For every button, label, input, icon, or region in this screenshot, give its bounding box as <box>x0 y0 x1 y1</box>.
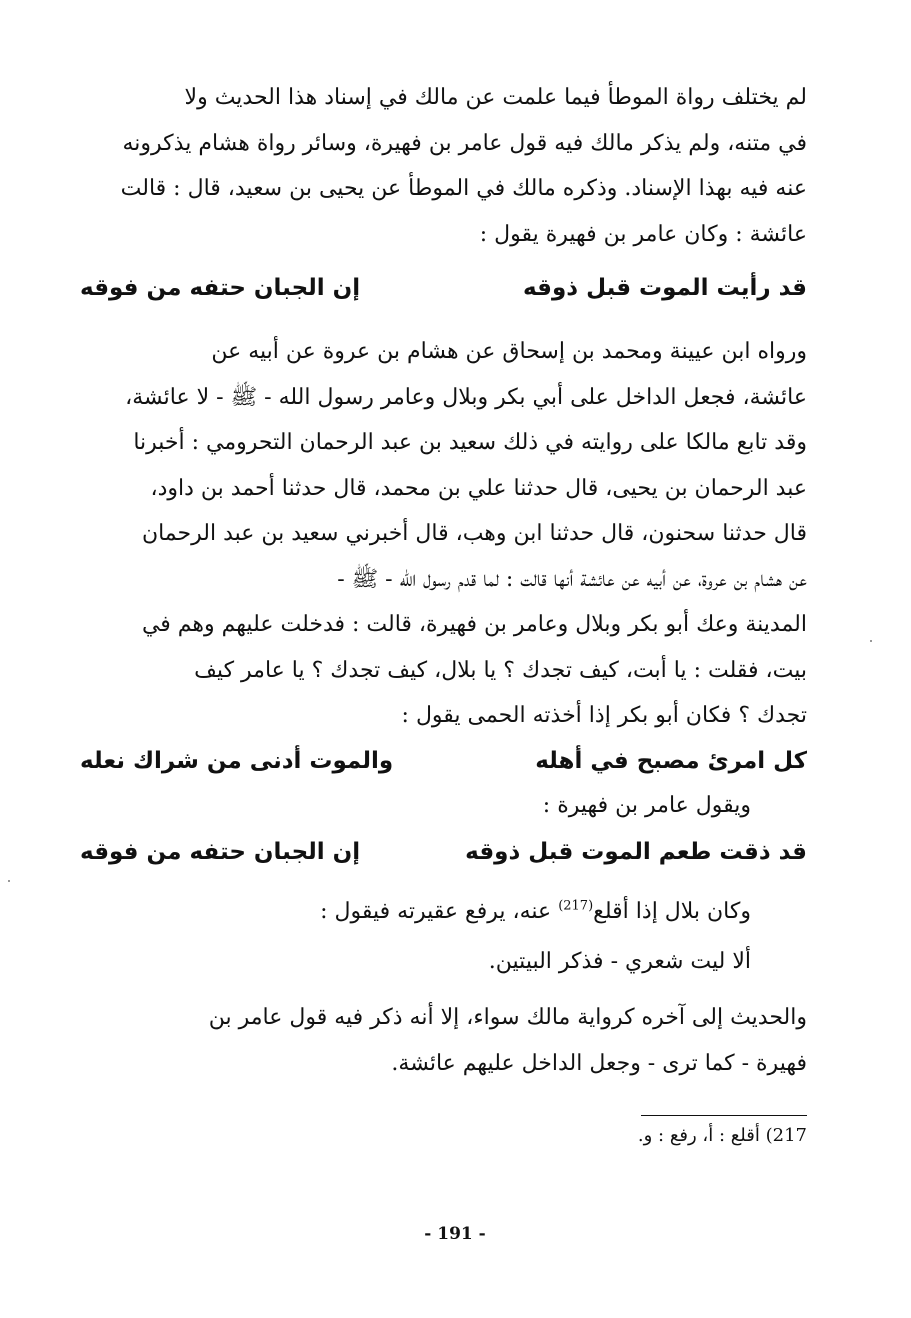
page-number: - 191 - <box>424 1224 486 1244</box>
verse-first-hemistich: كل امرئ مصبح في أهله <box>535 748 807 774</box>
verse-1 <box>80 268 807 308</box>
paragraph-1 <box>80 75 807 257</box>
paragraph-line: عنه فيه بهذا الإسناد. وذكره مالك في الموطأ عن يحيى بن سعيد، قال : قالت <box>120 176 807 201</box>
paragraph-line: وقد تابع مالكا على روايته في ذلك سعيد بن عبد الرحمان التحرومي : أخبرنا <box>133 430 807 455</box>
paragraph-line: لم يختلف رواة الموطأ فيما علمت عن مالك في إسناد هذا الحديث ولا <box>184 85 807 110</box>
bilal-line <box>320 892 751 932</box>
paragraph-line: فهيرة - كما ترى - وجعل الداخل عليهم عائشة. <box>391 1050 807 1076</box>
verse-3-intro: ويقول عامر بن فهيرة : <box>542 793 751 818</box>
verse-first-hemistich: قد رأيت الموت قبل ذوقه <box>522 275 807 301</box>
paragraph-line: عبد الرحمان بن يحيى، قال حدثنا علي بن محمد، قال حدثنا أحمد بن داود، <box>150 475 807 501</box>
paragraph-line: عن هشام بن عروة، عن أبيه عن عائشة أنها قالت : لما قدم رسول الله - ﷺ - <box>337 566 807 592</box>
paragraph-3 <box>80 995 807 1086</box>
footnote-text: أقلع : أ، رفع : و. <box>637 1125 760 1146</box>
paragraph-line: قال حدثنا سحنون، قال حدثنا ابن وهب، قال أخبرني سعيد بن عبد الرحمان <box>141 521 807 546</box>
footnote-separator <box>641 1115 807 1116</box>
verse-first-hemistich: قد ذقت طعم الموت قبل ذوقه <box>465 839 807 865</box>
paragraph-line: ورواه ابن عيينة ومحمد بن إسحاق عن هشام بن عروة عن أبيه عن <box>211 339 807 364</box>
paragraph-line: تجدك ؟ فكان أبو بكر إذا أخذته الحمى يقول : <box>401 703 807 728</box>
scan-speck <box>8 880 10 882</box>
bilal-verse-line: ألا ليت شعري - فذكر البيتين. <box>488 949 751 974</box>
verse-3 <box>80 832 807 872</box>
bilal-line-start: وكان بلال إذا أقلع <box>593 899 751 924</box>
scan-speck <box>870 640 872 642</box>
footnote-217 <box>638 1120 807 1152</box>
paragraph-line: عائشة : وكان عامر بن فهيرة يقول : <box>479 221 807 247</box>
footnote-number: 217) <box>765 1125 807 1146</box>
paragraph-line: في متنه، ولم يذكر مالك فيه قول عامر بن فهيرة، وسائر رواة هشام يذكرونه <box>122 130 807 156</box>
verse-second-hemistich: والموت أدنى من شراك نعله <box>80 748 394 774</box>
paragraph-line: بيت، فقلت : يا أبت، كيف تجدك ؟ يا بلال، كيف تجدك ؟ يا عامر كيف <box>194 657 807 683</box>
verse-second-hemistich: إن الجبان حتفه من فوقه <box>80 275 361 301</box>
paragraph-line: المدينة وعك أبو بكر وبلال وعامر بن فهيرة، قالت : فدخلت عليهم وهم في <box>141 612 807 637</box>
paragraph-line: عائشة، فجعل الداخل على أبي بكر وبلال وعامر رسول الله - ﷺ - لا عائشة، <box>125 384 807 410</box>
verse-second-hemistich: إن الجبان حتفه من فوقه <box>80 839 361 865</box>
footnote-reference: (217) <box>558 898 594 914</box>
paragraph-2 <box>80 329 807 739</box>
verse-2 <box>80 741 807 781</box>
paragraph-line: والحديث إلى آخره كرواية مالك سواء، إلا أنه ذكر فيه قول عامر بن <box>208 1005 807 1030</box>
bilal-line-end: عنه، يرفع عقيرته فيقول : <box>320 899 559 924</box>
